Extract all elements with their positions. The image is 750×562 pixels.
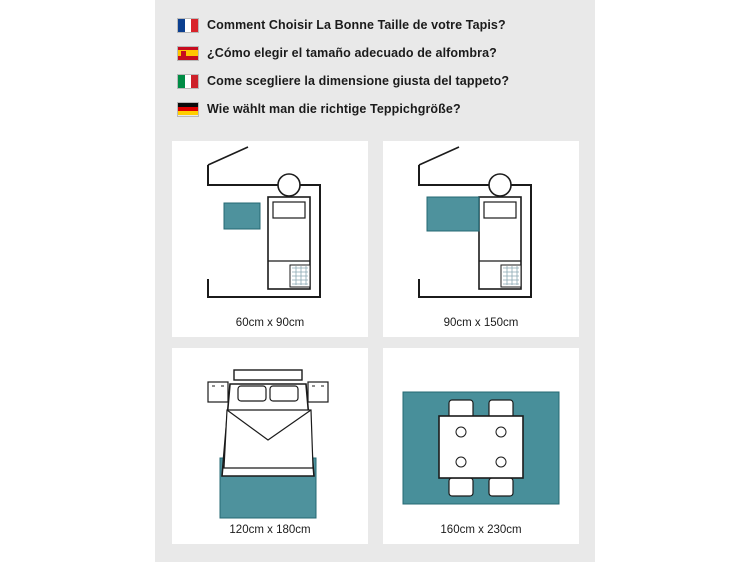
title-row-italian xyxy=(177,68,577,94)
title-text-spanish: ¿Cómo elegir el tamaño adecuado de alfombra? xyxy=(207,46,497,60)
flag-italy-icon xyxy=(177,74,199,89)
title-row-german xyxy=(177,96,577,122)
diagram-bedroom-side-small-rug xyxy=(172,141,368,337)
rug-size-card-90x150 xyxy=(383,141,579,337)
flag-spain-icon xyxy=(177,46,199,61)
diagram-dining-table-rug xyxy=(383,348,579,544)
rug-size-caption-60x90: 60cm x 90cm xyxy=(235,317,305,329)
title-text-german: Wie wählt man die richtige Teppichgröße? xyxy=(207,102,461,116)
rug-size-caption-160x230: 160cm x 230cm xyxy=(440,524,522,536)
rug-size-caption-90x150: 90cm x 150cm xyxy=(443,317,519,329)
flag-germany-icon xyxy=(177,102,199,117)
title-block xyxy=(177,12,577,124)
rug-size-caption-120x180: 120cm x 180cm xyxy=(229,524,311,536)
title-text-french: Comment Choisir La Bonne Taille de votre Tapis? xyxy=(207,18,506,32)
title-row-french xyxy=(177,12,577,38)
flag-france-icon xyxy=(177,18,199,33)
diagram-bedroom-side-medium-rug xyxy=(383,141,579,337)
diagram-bedroom-foot-rug xyxy=(172,348,368,544)
content-panel xyxy=(155,0,595,562)
rug-size-card-60x90 xyxy=(172,141,368,337)
title-text-italian: Come scegliere la dimensione giusta del tappeto? xyxy=(207,74,510,88)
title-row-spanish xyxy=(177,40,577,66)
rug-size-card-120x180 xyxy=(172,348,368,544)
rug-size-card-160x230 xyxy=(383,348,579,544)
